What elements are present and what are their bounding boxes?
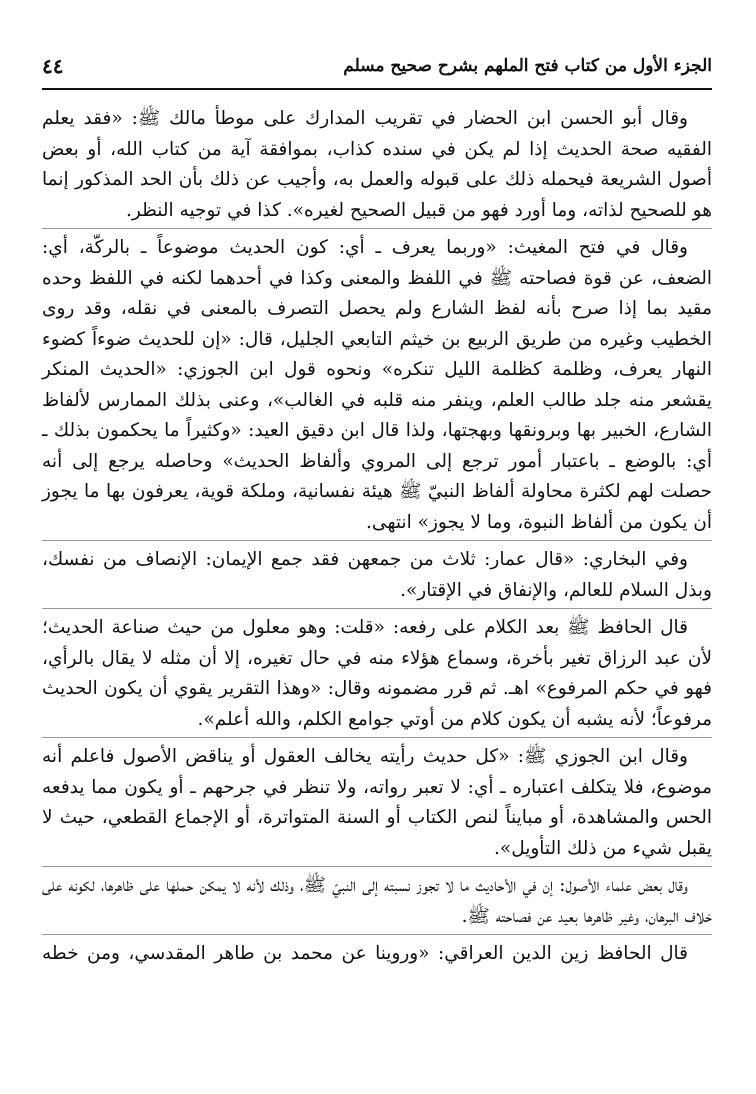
paragraph-usul-scholars: وقال بعض علماء الأصول: إن في الأحاديث ما لا تجوز نسبته إلى النبيّ ﷺ، وذلك لأنه لا يمكن حملها على ظاهرها، لكونه على خلاف البرهان، وغير ظاهرها بعيد عن فصاحته ﷺ. (42, 866, 712, 934)
page-number: ٤٤ (42, 54, 64, 78)
running-title: الجزء الأول من كتاب فتح الملهم بشرح صحيح مسلم (343, 56, 712, 76)
paragraph-al-iraqi: قال الحافظ زين الدين العراقي: «وروينا عن محمد بن طاهر المقدسي، ومن خطه (42, 934, 712, 972)
paragraph-ibn-al-jawzi: وقال ابن الجوزي ﷺ: «كل حديث رأيته يخالف العقول أو يناقض الأصول فاعلم أنه موضوع، فلا يتكلف اعتباره ـ أي: لا تعبر رواته، ولا تنظر في جرحهم ـ أو يكون مما يدفعه الحس والمشاهدة، أو مبايناً لنص الكتاب أو السنة المتواترة، أو الإجماع القطعي، حيث لا يقبل شيء من ذلك التأويل». (42, 737, 712, 866)
paragraph-ibn-al-hadar: وقال أبو الحسن ابن الحضار في تقريب المدارك على موطأ مالك ﷺ: «فقد يعلم الفقيه صحة الحديث إذا لم يكن في سنده كذاب، بموافقة آية من كتاب الله، أو بعض أصول الشريعة فيحمله ذلك على قبوله والعمل به، وأجيب عن ذلك بأن الحد المذكور إنما هو للصحيح لذاته، وما أورد فهو من قبيل الصحيح لغيره». كذا في توجيه النظر. (42, 108, 712, 221)
paragraph-bukhari-ammar: وفي البخاري: «قال عمار: ثلاث من جمعهن فقد جمع الإيمان: الإنصاف من نفسك، وبذل السلام للعالم، والإنفاق في الإقتار». (42, 540, 712, 608)
paragraph-al-hafiz: قال الحافظ ﷺ بعد الكلام على رفعه: «قلت: وهو معلول من حيث صناعة الحديث؛ لأن عبد الرزاق تغير بأخرة، وسماع هؤلاء منه في حال تغيره، إلا أن مثله لا يقال بالرأي، فهو في حكم المرفوع» اهـ. ثم قرر مضمونه وقال: «وهذا التقرير يقوي أن يكون الحديث مرفوعاً؛ لأنه يشبه أن يكون كلام من أوتي جوامع الكلم، والله أعلم». (42, 608, 712, 737)
page-body (42, 90, 712, 972)
document-page (42, 52, 712, 972)
page-header (42, 52, 712, 90)
paragraph-fath-al-mughith: وقال في فتح المغيث: «وربما يعرف ـ أي: كون الحديث موضوعاً ـ بالركّة، أي: الضعف، عن قوة فصاحته ﷺ في اللفظ والمعنى وكذا في أحدهما لكنه في اللفظ وحده مقيد بما إذا صرح بأنه لفظ الشارع ولم يحصل التصرف بالمعنى في نقله، وقد روى الخطيب وغيره من طريق الربيع بن خيثم التابعي الجليل، قال: «إن للحديث ضوءاً كضوء النهار يعرف، وظلمة كظلمة الليل تنكره» ونحوه قول ابن الجوزي: «الحديث المنكر يقشعر منه جلد طالب العلم، وينفر منه قلبه في الغالب»، وعنى بذلك الممارس لألفاظ الشارع، الخبير بها وبرونقها وبهجتها، ولذا قال ابن دقيق العيد: «وكثيراً ما يحكمون بذلك ـ أي: بالوضع ـ باعتبار أمور ترجع إلى المروي وألفاظ الحديث» وحاصله يرجع إلى أنه حصلت لهم لكثرة محاولة ألفاظ النبيّ ﷺ هيئة نفسانية، وملكة قوية، يعرفون بها ما يجوز أن يكون من ألفاظ النبوة، وما لا يجوز» انتهى. (42, 228, 712, 540)
